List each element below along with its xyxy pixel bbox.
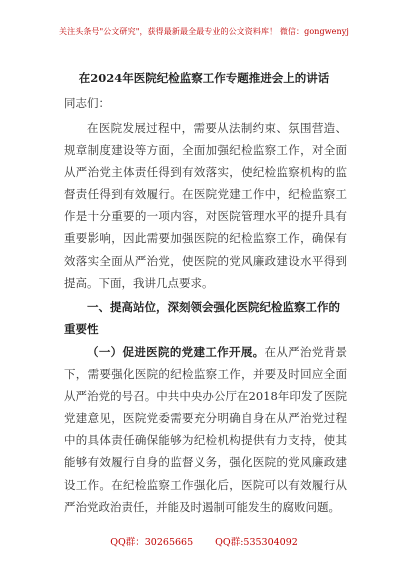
body-paragraph-2-text: 在从严治党背景下，需要强化医院的纪检监察工作，并要及时回应全面从严治党的号召。中共中央办公厅在2018年印发了医院党建意见，医院党委需要充分明确自身在从严治党过程中的具体责任确保能够为纪检机构提供有力支持，使其能够有效履行自身的监督义务，强化医院的党风廉政建设工作。在纪检监察工作强化后，医院可以有效履行从严治党政治责任，并能及时遏制可能发生的腐败问题。 [64,345,347,514]
body-paragraph-1: 在医院发展过程中，需要从法制约束、氛围营造、规章制度建设等方面，全面加强纪检监察工作，对全面从严治党主体责任得到有效落实，使纪检监察机构的监督责任得到有效履行。在医院党建工作中，纪检监察工作是十分重要的一项内容，对医院管理水平的提升具有重要影响，因此需要加强医院的纪检监察工作，确保有效落实全面从严治党，使医院的党风廉政建设水平得到提高。下面，我讲几点要求。 [64,121,347,290]
footer-qq-group-1: QQ群：30265665 [110,537,194,548]
section-heading-1: 一、提高站位，深刻领会强化医院纪检监察工作的重要性 [64,300,340,336]
subsection-heading-1: （一）促进医院的党建工作开展。 [87,345,265,359]
footer-qq-group-2: QQ群:535304092 [215,537,298,548]
body-paragraph-2 [64,341,347,518]
document-title: 在2024年医院纪检监察工作专题推进会上的讲话 [78,71,330,85]
salutation: 同志们： [64,96,110,110]
promo-banner: 关注头条号"公文研究"，获得最新最全最专业的公文资料库！ 微信：gongwenyj [59,27,349,36]
footer-contact [0,534,408,548]
